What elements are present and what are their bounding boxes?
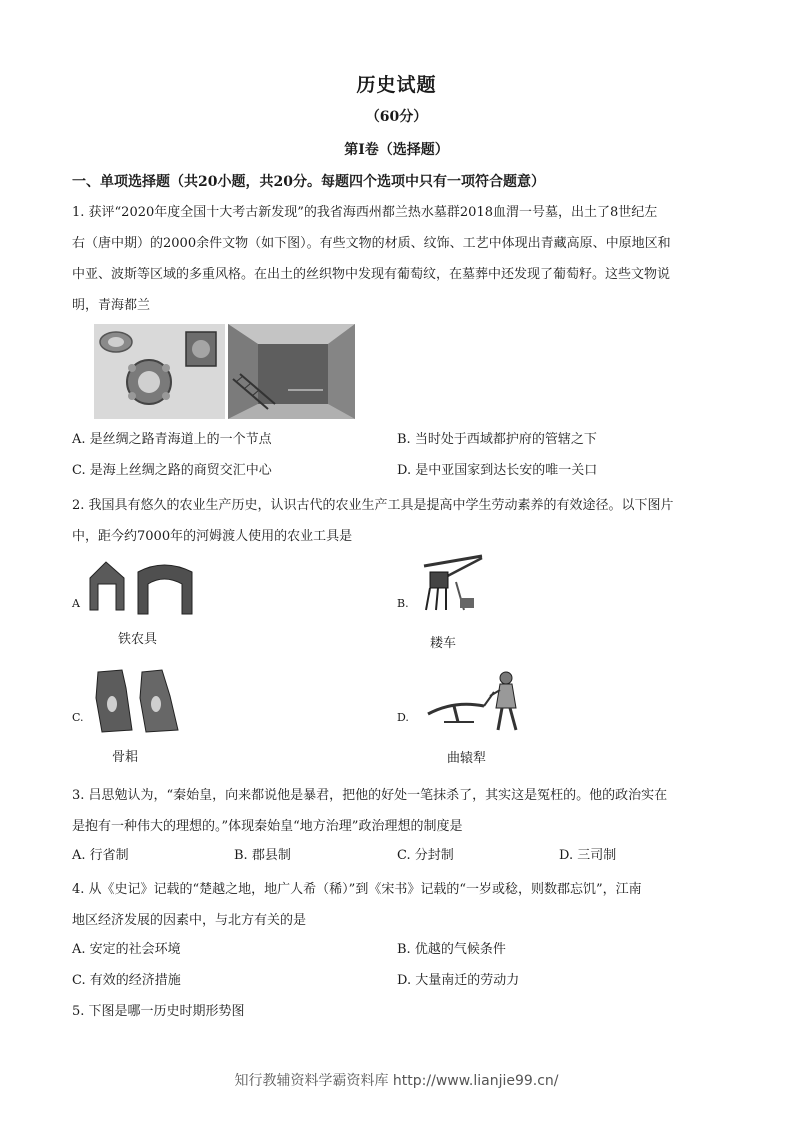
bone-spade-image: [92, 668, 182, 734]
exam-score: （60分）: [365, 109, 428, 125]
q1-option-c: C. 是海上丝绸之路的商贸交汇中心: [72, 463, 272, 478]
stem-line: 1. 获评“2020年度全国十大考古新发现”的我省海西州都兰热水墓群2018血渭一号墓，出土了8世纪左: [72, 205, 658, 220]
q2-caption-a: 铁农具: [118, 632, 158, 647]
question-2-stem: [72, 490, 724, 552]
q2-caption-d: 曲辕犁: [447, 751, 487, 766]
stem-line: 4. 从《史记》记载的“楚越之地，地广人希（稀）”到《宋书》记载的“一岁或稔，则数郡忘饥”，江南: [72, 882, 642, 897]
q1-option-a: A. 是丝绸之路青海道上的一个节点: [72, 432, 272, 447]
stem-line: 地区经济发展的因素中，与北方有关的是: [72, 913, 307, 928]
stem-line: 中亚、波斯等区域的多重风格。在出土的丝织物中发现有葡萄纹，在墓葬中还发现了葡萄籽。这些文物说: [72, 267, 671, 282]
q4-option-a: A. 安定的社会环境: [72, 942, 181, 957]
footer-watermark: 知行教辅资料学霸资料库 http://www.lianjie99.cn/: [234, 1073, 559, 1089]
stem-line: 中，距今约7000年的河姆渡人使用的农业工具是: [72, 529, 353, 544]
tomb-excavation-photo: [228, 324, 355, 419]
q4-option-c: C. 有效的经济措施: [72, 973, 181, 988]
stem-line: 明，青海都兰: [72, 298, 151, 313]
stem-line: 是抱有一种伟大的理想的。”体现秦始皇“地方治理”政治理想的制度是: [72, 819, 463, 834]
q2-option-d: D.: [397, 711, 409, 724]
q1-option-d: D. 是中亚国家到达长安的唯一关口: [397, 463, 598, 478]
q3-option-c: C. 分封制: [397, 848, 454, 863]
q2-caption-c: 骨耜: [112, 750, 139, 765]
q2-option-b: B.: [397, 597, 409, 610]
q3-option-b: B. 郡县制: [234, 848, 291, 863]
curved-plough-image: [424, 670, 524, 732]
q3-option-a: A. 行省制: [72, 848, 129, 863]
q2-option-c: C.: [72, 711, 84, 724]
stem-line: 右（唐中期）的2000余件文物（如下图）。有些文物的材质、纹饰、工艺中体现出青藏高原、中原地区和: [72, 236, 671, 251]
stem-line: 3. 吕思勉认为，“秦始皇，向来都说他是暴君，把他的好处一笔抹杀了，其实这是冤枉的。他的政治实在: [72, 788, 668, 803]
question-3-stem: [72, 780, 724, 842]
artifact-jewelry-photo: [94, 324, 225, 419]
iron-tools-image: [86, 560, 198, 620]
q4-option-d: D. 大量南迁的劳动力: [397, 973, 520, 988]
q1-option-b: B. 当时处于西域都护府的管辖之下: [397, 432, 597, 447]
seed-drill-image: [416, 552, 488, 616]
section-heading: 一、单项选择题（共20小题，共20分。每题四个选项中只有一项符合题意）: [72, 174, 545, 190]
q4-option-b: B. 优越的气候条件: [397, 942, 506, 957]
q2-option-a: A: [72, 597, 80, 610]
question-1-stem: [72, 197, 724, 321]
q3-option-d: D. 三司制: [559, 848, 617, 863]
question-5-stem: 5. 下图是哪一历史时期形势图: [72, 1004, 245, 1019]
stem-line: 2. 我国具有悠久的农业生产历史，认识古代的农业生产工具是提高中学生劳动素养的有效途径。以下图片: [72, 498, 674, 513]
volume-heading: 第Ⅰ卷（选择题）: [344, 142, 449, 158]
page-title: 历史试题: [356, 74, 437, 96]
q2-caption-b: 耧车: [430, 636, 457, 651]
question-4-stem: [72, 874, 724, 936]
